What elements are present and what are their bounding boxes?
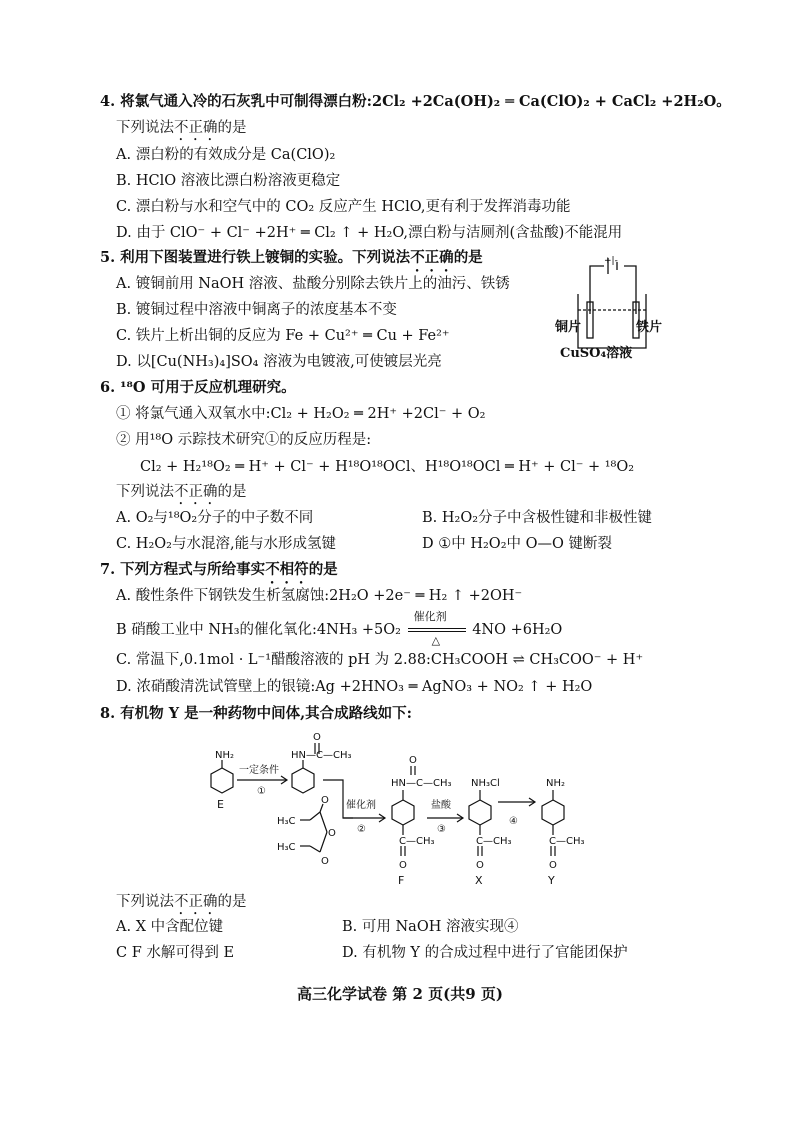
- step3-number: ③: [437, 824, 446, 835]
- q6-ask: 下列说法不正确的是: [116, 484, 247, 500]
- q5-stem: 5. 利用下图装置进行铁上镀铜的实验。下列说法不正确的是: [100, 249, 483, 266]
- q8-stem: 8. 有机物 Y 是一种药物中间体,其合成路线如下:: [100, 705, 413, 722]
- battery-sign: +|-: [604, 256, 618, 266]
- q6-stem: 6. ¹⁸O 可用于反应机理研究。: [100, 379, 296, 396]
- q8-option-a: A. X 中含配位键: [116, 919, 224, 935]
- q8-option-c: C F 水解可得到 E: [116, 945, 235, 961]
- anhydride-o-top: O: [321, 795, 329, 806]
- catalyst-arrow: 催化剂 △: [406, 620, 468, 640]
- label-e: E: [217, 798, 224, 811]
- f-ketone-o: O: [399, 860, 407, 871]
- y-ketone-o: O: [549, 860, 557, 871]
- step1-number: ①: [257, 786, 266, 797]
- q7-option-a: A. 酸性条件下钢铁发生析氢腐蚀:2H₂O +2e⁻ ═ H₂ ↑ +2OH⁻: [116, 588, 523, 604]
- step1-condition: 一定条件: [239, 765, 279, 776]
- step2-condition: 催化剂: [346, 800, 376, 811]
- f-amide: HN—C—CH₃: [391, 778, 452, 789]
- q4-stem: 4. 将氯气通入冷的石灰乳中可制得漂白粉:2Cl₂ +2Ca(OH)₂ ═ Ca(ClO)₂ + CaCl₂ +2H₂O。: [100, 93, 731, 110]
- e-amine-group: NH₂: [215, 750, 235, 761]
- label-x: X: [475, 874, 483, 886]
- f-ketone: C—CH₃: [399, 836, 435, 847]
- q7-option-c: C. 常温下,0.1mol · L⁻¹醋酸溶液的 pH 为 2.88:CH₃COOH ⇌ CH₃COO⁻ + H⁺: [116, 652, 644, 668]
- q8-option-b: B. 可用 NaOH 溶液实现④: [342, 919, 519, 935]
- q4-option-d: D. 由于 ClO⁻ + Cl⁻ +2H⁺ ═ Cl₂ ↑ + H₂O,漂白粉与洁厕剂(含盐酸)不能混用: [116, 225, 623, 241]
- q6-mechanism: Cl₂ + H₂¹⁸O₂ ═ H⁺ + Cl⁻ + H¹⁸O¹⁸OCl、H¹⁸O¹⁸OCl ═ H⁺ + Cl⁻ + ¹⁸O₂: [140, 459, 635, 475]
- q6-option-d: D ①中 H₂O₂中 O—O 键断裂: [422, 536, 612, 552]
- acetanilide-amide: HN—C—CH₃: [291, 750, 352, 761]
- q6-statement-1: ① 将氯气通入双氧水中:Cl₂ + H₂O₂ ═ 2H⁺ +2Cl⁻ + O₂: [116, 406, 486, 422]
- anhydride-o-bottom: O: [321, 856, 329, 867]
- q4-option-c: C. 漂白粉与水和空气中的 CO₂ 反应产生 HClO,更有利于发挥消毒功能: [116, 199, 571, 215]
- acetanilide-o: O: [313, 732, 321, 743]
- q6-option-a: A. O₂与¹⁸O₂分子的中子数不同: [116, 510, 314, 526]
- anhydride-methyl-top: H₃C: [277, 816, 296, 827]
- q6-statement-2: ② 用¹⁸O 示踪技术研究①的反应历程是:: [116, 432, 372, 448]
- step2-number: ②: [357, 824, 366, 835]
- q7-stem: 7. 下列方程式与所给事实不相符的是: [100, 561, 338, 578]
- anhydride-methyl-bottom: H₃C: [277, 842, 296, 853]
- x-ketone-o: O: [476, 860, 484, 871]
- y-ketone: C—CH₃: [549, 836, 585, 847]
- q5-option-a: A. 镀铜前用 NaOH 溶液、盐酸分别除去铁片上的油污、铁锈: [116, 276, 510, 292]
- page-footer: 高三化学试卷 第 2 页(共9 页): [297, 985, 503, 1003]
- copper-plate-label: 铜片: [555, 320, 582, 335]
- q7-option-b: B 硝酸工业中 NH₃的催化氧化:4NH₃ +5O₂ 催化剂 △ 4NO +6H₂O: [116, 610, 563, 647]
- anhydride-o-bridge: O: [328, 828, 336, 839]
- q5-option-b: B. 镀铜过程中溶液中铜离子的浓度基本不变: [116, 302, 397, 318]
- q5-option-d: D. 以[Cu(NH₃)₄]SO₄ 溶液为电镀液,可使镀层光亮: [116, 354, 442, 370]
- iron-plate-label: 铁片: [636, 320, 663, 335]
- q4-option-a: A. 漂白粉的有效成分是 Ca(ClO)₂: [116, 147, 336, 163]
- cuso4-solution-label: CuSO₄溶液: [560, 346, 633, 361]
- label-y: Y: [548, 874, 555, 886]
- q5-option-c: C. 铁片上析出铜的反应为 Fe + Cu²⁺ ═ Cu + Fe²⁺: [116, 328, 450, 344]
- q8-option-d: D. 有机物 Y 的合成过程中进行了官能团保护: [342, 945, 628, 961]
- q6-option-c: C. H₂O₂与水混溶,能与水形成氢键: [116, 536, 337, 552]
- q6-option-b: B. H₂O₂分子中含极性键和非极性键: [422, 510, 653, 526]
- q4-ask: 下列说法不正确的是: [116, 120, 247, 136]
- label-f: F: [398, 874, 405, 886]
- q4-option-b: B. HClO 溶液比漂白粉溶液更稳定: [116, 173, 341, 189]
- q7-option-d: D. 浓硝酸清洗试管壁上的银镜:Ag +2HNO₃ ═ AgNO₃ + NO₂ ↑ + H₂O: [116, 679, 593, 695]
- step4-number: ④: [509, 816, 518, 827]
- y-amine-group: NH₂: [546, 778, 566, 789]
- q8-ask: 下列说法不正确的是: [116, 894, 247, 910]
- x-ammonium: NH₃Cl: [471, 778, 500, 789]
- x-ketone: C—CH₃: [476, 836, 512, 847]
- f-o: O: [409, 755, 417, 766]
- step3-condition: 盐酸: [431, 800, 451, 811]
- synthesis-route-scheme: [195, 728, 615, 886]
